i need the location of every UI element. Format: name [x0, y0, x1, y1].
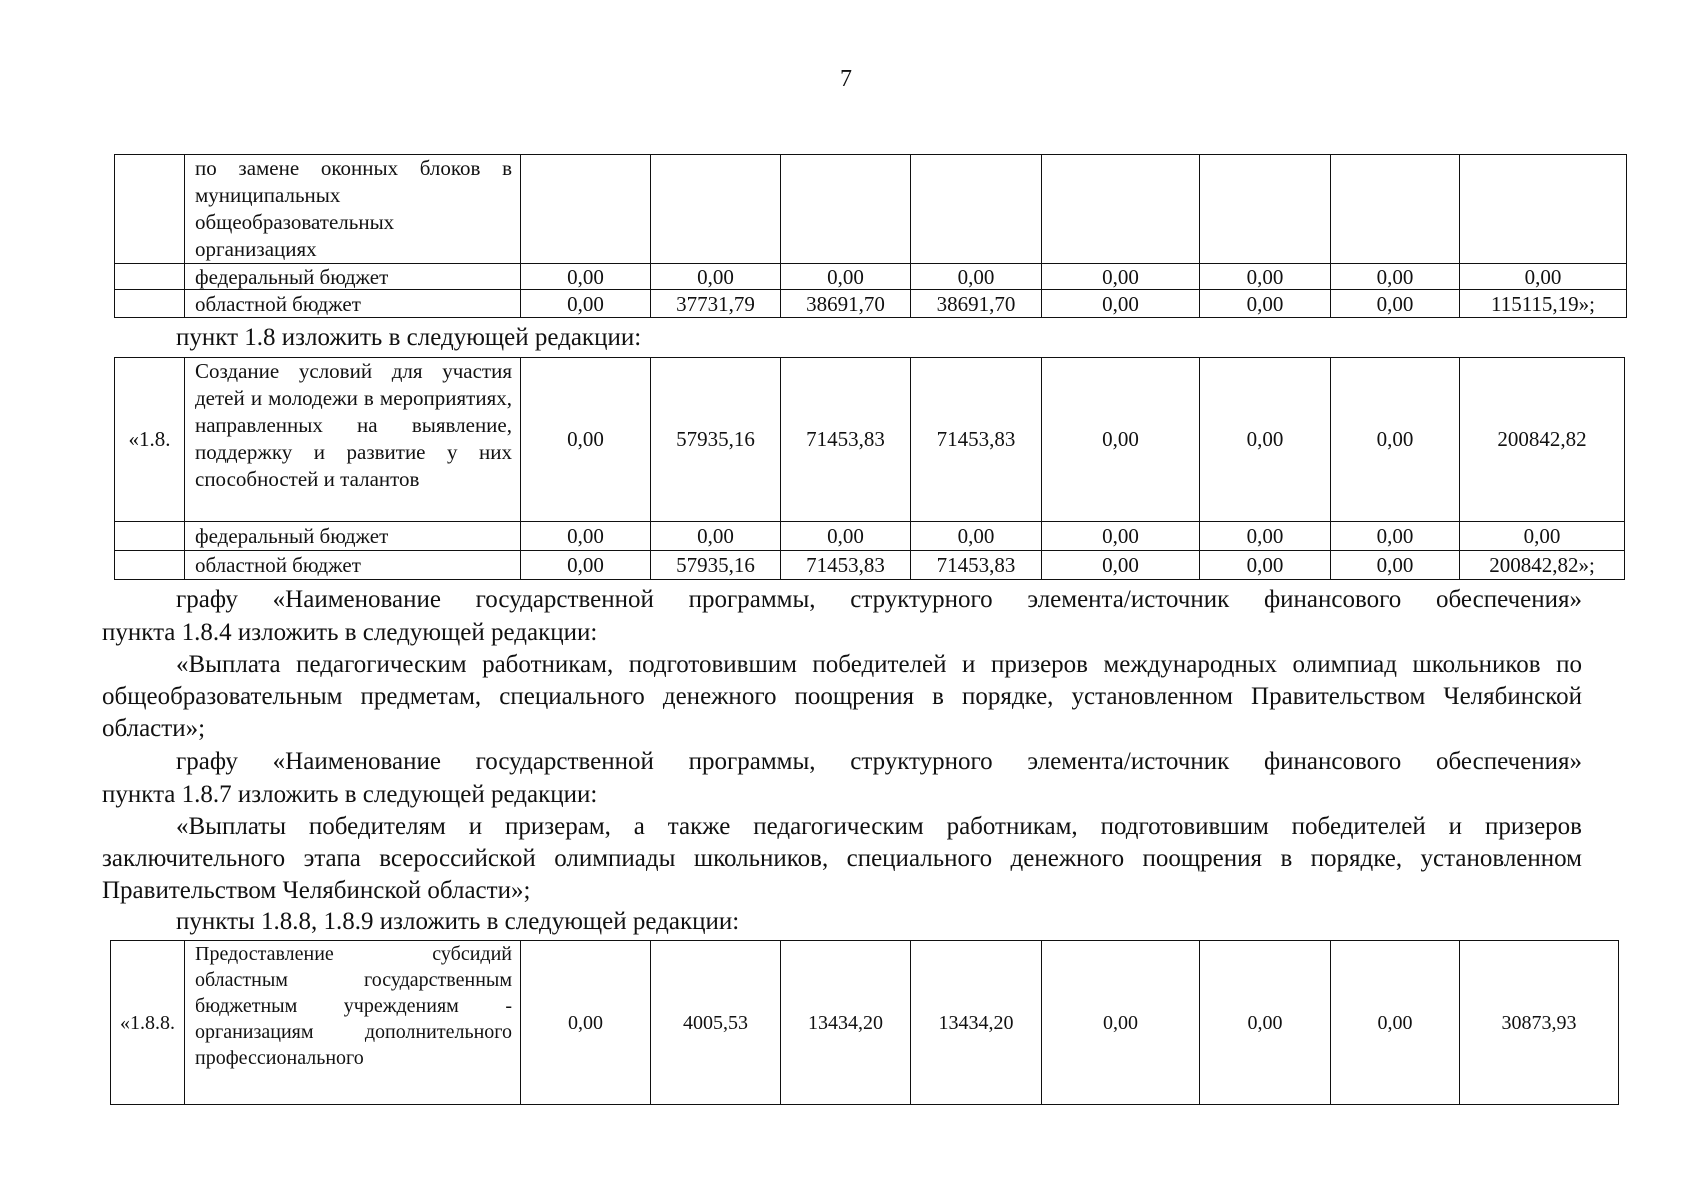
value-cell: 200842,82 — [1460, 358, 1625, 522]
item-name-cell: Создание условий для участия детей и молодежи в мероприятиях, направленных на выявление, поддержку и развитие у них способностей и талантов — [185, 358, 521, 522]
value-cell: 71453,83 — [911, 358, 1042, 522]
value-cell: 0,00 — [1042, 551, 1200, 580]
value-cell: 38691,70 — [781, 290, 911, 318]
table-row — [115, 358, 1625, 522]
row-number-cell: «1.8. — [115, 358, 185, 522]
value-cell: 71453,83 — [781, 358, 911, 522]
value-cell: 71453,83 — [911, 551, 1042, 580]
value-cell: 0,00 — [1042, 358, 1200, 522]
value-cell — [1200, 155, 1331, 264]
value-cell: 200842,82»; — [1460, 551, 1625, 580]
row-number-cell — [115, 155, 185, 264]
instruction-paragraph: пункты 1.8.8, 1.8.9 изложить в следующей редакции: — [176, 908, 740, 935]
value-cell: 0,00 — [1331, 290, 1460, 318]
value-cell — [1460, 155, 1627, 264]
value-cell: 0,00 — [1200, 522, 1331, 551]
table-row — [115, 522, 1625, 551]
row-number-cell — [115, 551, 185, 580]
value-cell: 115115,19»; — [1460, 290, 1627, 318]
value-cell: 0,00 — [521, 941, 651, 1105]
value-cell: 0,00 — [1200, 941, 1331, 1105]
value-cell: 0,00 — [1331, 551, 1460, 580]
value-cell: 71453,83 — [781, 551, 911, 580]
source-label: федеральный бюджет — [185, 522, 521, 551]
table-row — [115, 551, 1625, 580]
value-cell: 0,00 — [781, 522, 911, 551]
value-cell: 0,00 — [1200, 358, 1331, 522]
value-cell: 37731,79 — [651, 290, 781, 318]
value-cell: 0,00 — [651, 522, 781, 551]
instruction-paragraph: графу «Наименование государственной программы, структурного элемента/источник финансового обеспечения» — [176, 586, 1582, 613]
value-cell: 0,00 — [521, 290, 651, 318]
source-label: федеральный бюджет — [185, 264, 521, 290]
value-cell: 0,00 — [521, 522, 651, 551]
value-cell: 0,00 — [1200, 290, 1331, 318]
value-cell: 0,00 — [651, 264, 781, 290]
value-cell — [651, 155, 781, 264]
source-label: областной бюджет — [185, 290, 521, 318]
value-cell: 13434,20 — [911, 941, 1042, 1105]
value-cell — [1042, 155, 1200, 264]
value-cell — [911, 155, 1042, 264]
value-cell: 0,00 — [521, 264, 651, 290]
item-name-cell: по замене оконных блоков в муниципальных общеобразовательных организациях — [185, 155, 521, 264]
row-number-cell — [115, 522, 185, 551]
quoted-text: «Выплата педагогическим работникам, подготовившим победителей и призеров международных олимпиад школьников по общеобразовательным предметам, специального денежного поощрения в порядке, установленном Правительством Челябинской области»; — [102, 651, 1582, 742]
table-row — [111, 941, 1619, 1105]
row-number-cell: «1.8.8. — [111, 941, 185, 1105]
instruction-paragraph: пункт 1.8 изложить в следующей редакции: — [176, 324, 642, 351]
value-cell: 0,00 — [911, 522, 1042, 551]
row-number-cell — [115, 290, 185, 318]
value-cell: 0,00 — [1042, 522, 1200, 551]
table-row — [115, 264, 1627, 290]
item-name-cell: Предоставление субсидий областным государственным бюджетным учреждениям - организациям дополнительного профессионального — [185, 941, 521, 1105]
value-cell — [521, 155, 651, 264]
value-cell: 0,00 — [1331, 358, 1460, 522]
budget-table-1 — [114, 154, 1627, 318]
quoted-text: «Выплаты победителям и призерам, а также педагогическим работникам, подготовившим победителей и призеров заключительного этапа всероссийской олимпиады школьников, специального денежного поощрения в порядке, установленном Правительством Челябинской области»; — [102, 813, 1582, 904]
row-number-cell — [115, 264, 185, 290]
value-cell: 4005,53 — [651, 941, 781, 1105]
page-number: 7 — [840, 66, 852, 92]
budget-table-3 — [110, 940, 1619, 1105]
instruction-paragraph: графу «Наименование государственной программы, структурного элемента/источник финансового обеспечения» — [176, 748, 1582, 775]
value-cell: 0,00 — [1331, 264, 1460, 290]
value-cell: 57935,16 — [651, 551, 781, 580]
value-cell: 0,00 — [1042, 941, 1200, 1105]
value-cell: 0,00 — [1460, 264, 1627, 290]
value-cell: 0,00 — [781, 264, 911, 290]
value-cell: 0,00 — [521, 551, 651, 580]
value-cell: 0,00 — [1460, 522, 1625, 551]
value-cell: 0,00 — [521, 358, 651, 522]
value-cell: 0,00 — [1331, 522, 1460, 551]
value-cell: 57935,16 — [651, 358, 781, 522]
value-cell: 30873,93 — [1460, 941, 1619, 1105]
instruction-paragraph: пункта 1.8.7 изложить в следующей редакции: — [102, 781, 598, 808]
value-cell: 13434,20 — [781, 941, 911, 1105]
value-cell — [1331, 155, 1460, 264]
value-cell: 0,00 — [1042, 264, 1200, 290]
budget-table-2 — [114, 357, 1625, 580]
value-cell: 0,00 — [1200, 264, 1331, 290]
table-row — [115, 290, 1627, 318]
value-cell: 0,00 — [911, 264, 1042, 290]
value-cell: 0,00 — [1331, 941, 1460, 1105]
value-cell: 38691,70 — [911, 290, 1042, 318]
instruction-paragraph: пункта 1.8.4 изложить в следующей редакции: — [102, 619, 598, 646]
value-cell: 0,00 — [1200, 551, 1331, 580]
value-cell: 0,00 — [1042, 290, 1200, 318]
value-cell — [781, 155, 911, 264]
source-label: областной бюджет — [185, 551, 521, 580]
